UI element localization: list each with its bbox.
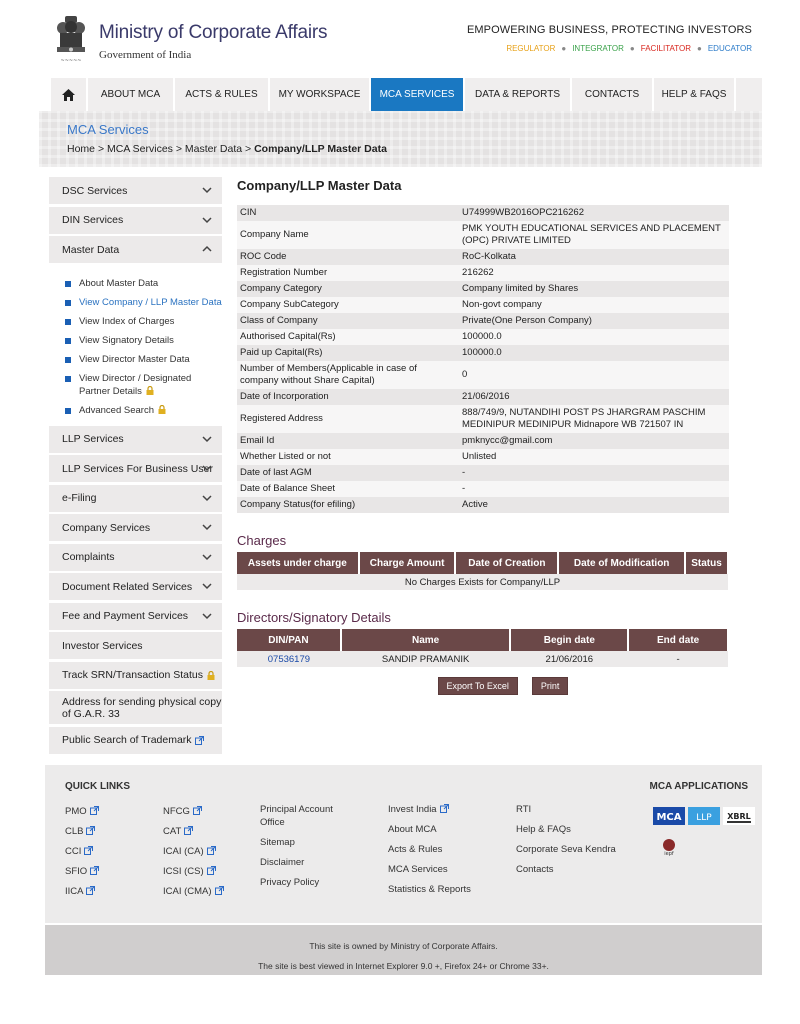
sidebar-view-director-master-data[interactable]: [49, 350, 222, 369]
breadcrumb-separator: >: [97, 143, 107, 155]
field-value: Non-govt company: [459, 297, 729, 313]
footer-link[interactable]: [388, 863, 471, 876]
bullet-icon: [65, 408, 71, 414]
table-row: [237, 313, 729, 329]
chevron-down-icon: [202, 215, 212, 225]
din-link[interactable]: 07536179: [237, 651, 341, 667]
breadcrumb-separator: >: [175, 143, 185, 155]
footer-link[interactable]: [516, 823, 616, 836]
sidebar-din-services[interactable]: [49, 207, 222, 234]
footer-link-label: Privacy Policy: [260, 877, 320, 888]
footer-link[interactable]: [388, 843, 471, 856]
mca-app-icons: [653, 807, 762, 869]
field-label: Company Status(for efiling): [237, 497, 459, 513]
footer-link-label: About MCA: [388, 824, 437, 835]
field-value: 216262: [459, 265, 729, 281]
external-link-icon: [207, 846, 216, 855]
directors-header: End date: [628, 629, 728, 651]
table-row: [237, 465, 729, 481]
breadcrumb-mca-services[interactable]: MCA Services: [107, 143, 173, 155]
footer-link-label: RTI: [516, 804, 532, 815]
llp-app-icon[interactable]: [688, 807, 720, 825]
chevron-down-icon: [202, 493, 212, 503]
directors-title: Directors/Signatory Details: [237, 610, 391, 625]
role-list: [506, 44, 752, 53]
sidebar-item-text: [79, 372, 222, 398]
main-nav: [51, 78, 762, 111]
bullet-icon: [65, 281, 71, 287]
external-link-icon: [215, 886, 224, 895]
sidebar-item-label: View Signatory Details: [79, 334, 174, 346]
footer-link[interactable]: [65, 825, 99, 838]
bullet-icon: [65, 357, 71, 363]
main-content: [237, 178, 729, 695]
print-button[interactable]: Print: [532, 677, 569, 695]
field-label: Company Name: [237, 221, 459, 249]
directors-header: Name: [341, 629, 511, 651]
sidebar-company-services[interactable]: [49, 514, 222, 541]
table-row: [237, 297, 729, 313]
external-link-icon: [86, 886, 95, 895]
table-row: [237, 433, 729, 449]
role-integrator: INTEGRATOR: [572, 44, 624, 53]
field-label: Registration Number: [237, 265, 459, 281]
sidebar-group-label: Complaints: [62, 551, 115, 563]
footer-col-5: [516, 803, 616, 883]
nav-contacts[interactable]: CONTACTS: [572, 78, 654, 111]
footer-link-label: NFCG: [163, 806, 190, 817]
sidebar-group-label: Master Data: [62, 243, 120, 256]
sidebar: [49, 177, 222, 756]
footer-link[interactable]: [516, 843, 616, 856]
sidebar-master-data[interactable]: [49, 236, 222, 263]
sidebar-group-label: DSC Services: [62, 184, 128, 197]
chevron-down-icon: [202, 434, 212, 444]
lock-icon: [207, 671, 215, 680]
sidebar-item-label: View Company / LLP Master Data: [79, 296, 222, 308]
bullet-icon: [65, 319, 71, 325]
table-row: [237, 481, 729, 497]
footer-link[interactable]: [65, 865, 99, 878]
sidebar-document-services[interactable]: [49, 573, 222, 600]
field-value: Active: [459, 497, 729, 513]
national-emblem-icon: [51, 14, 91, 66]
field-label: Date of Balance Sheet: [237, 481, 459, 497]
directors-header: Begin date: [510, 629, 628, 651]
sidebar-item-label: View Index of Charges: [79, 315, 175, 327]
director-end-date: -: [628, 651, 728, 667]
nav-my-workspace[interactable]: MY WORKSPACE: [270, 78, 371, 111]
sidebar-view-signatory-details[interactable]: [49, 331, 222, 350]
sidebar-group-label: Document Related Services: [62, 580, 193, 593]
sidebar-trademark-search[interactable]: [49, 727, 222, 754]
external-link-icon: [184, 826, 193, 835]
breadcrumb-separator: >: [245, 143, 255, 155]
role-regulator: REGULATOR: [506, 44, 556, 53]
sidebar-gar-33[interactable]: [49, 691, 222, 724]
iepf-app-label: iepf: [664, 851, 674, 856]
charges-header: Date of Creation: [455, 552, 558, 574]
footer-link-label: ICSI (CS): [163, 866, 204, 877]
external-link-icon: [90, 866, 99, 875]
footer-link-label: Invest India: [388, 804, 437, 815]
xbrl-app-label: XBRL: [726, 812, 751, 821]
table-row: [237, 265, 729, 281]
sidebar-llp-business-user[interactable]: [49, 455, 222, 482]
footer-link-label: Acts & Rules: [388, 844, 443, 855]
export-excel-button[interactable]: Export To Excel: [438, 677, 518, 695]
table-row: [237, 205, 729, 221]
footer-link[interactable]: [388, 823, 471, 836]
sidebar-group-label: LLP Services: [62, 433, 124, 445]
bullet-icon: [65, 338, 71, 344]
svg-text:~~~~~: ~~~~~: [60, 58, 82, 64]
breadcrumb-master-data[interactable]: Master Data: [184, 143, 243, 155]
sidebar-about-master-data[interactable]: [49, 274, 222, 293]
field-value: pmknycc@gmail.com: [459, 433, 729, 449]
chevron-down-icon: [202, 581, 212, 591]
footer-col-4: [388, 803, 471, 903]
footer-col-3: [260, 803, 360, 896]
bullet-icon: [65, 376, 71, 382]
chevron-down-icon: [202, 522, 212, 532]
field-value: 100000.0: [459, 345, 729, 361]
field-label: Whether Listed or not: [237, 449, 459, 465]
company-master-table: [237, 205, 729, 513]
field-value: U74999WB2016OPC216262: [459, 205, 729, 221]
footer-link[interactable]: [163, 865, 224, 878]
field-label: Class of Company: [237, 313, 459, 329]
table-row: [237, 405, 729, 433]
footer-link-label: Contacts: [516, 864, 554, 875]
breadcrumb: [67, 143, 387, 155]
nav-data-reports[interactable]: DATA & REPORTS: [465, 78, 572, 111]
sidebar-group-label: Track SRN/Transaction Status: [62, 669, 204, 681]
field-value: -: [459, 481, 729, 497]
separator-dot: ●: [561, 44, 567, 53]
nav-mca-services[interactable]: MCA SERVICES: [371, 78, 465, 111]
llp-app-label: LLP: [696, 813, 712, 823]
external-link-icon: [440, 804, 449, 813]
field-label: Email Id: [237, 433, 459, 449]
nav-about-mca[interactable]: ABOUT MCA: [88, 78, 175, 111]
charges-table: [237, 552, 729, 590]
nav-acts-rules[interactable]: ACTS & RULES: [175, 78, 270, 111]
footer-link[interactable]: [163, 805, 224, 818]
directors-table: [237, 629, 729, 667]
field-value: Private(One Person Company): [459, 313, 729, 329]
separator-dot: ●: [697, 44, 702, 53]
table-row: [237, 221, 729, 249]
table-row: [237, 497, 729, 513]
page: [39, 0, 762, 1024]
footer-link-label: CLB: [65, 826, 84, 837]
director-begin-date: 21/06/2016: [510, 651, 628, 667]
table-row: [237, 281, 729, 297]
sidebar-advanced-search[interactable]: [49, 401, 222, 420]
sidebar-item-label: View Director / Designated Partner Details: [79, 372, 192, 397]
field-value: Unlisted: [459, 449, 729, 465]
external-link-icon: [195, 736, 204, 745]
page-banner: [39, 111, 762, 167]
field-label: ROC Code: [237, 249, 459, 265]
mca-app-icon[interactable]: [653, 807, 685, 825]
iepf-app-icon[interactable]: [653, 838, 685, 856]
field-value: Company limited by Shares: [459, 281, 729, 297]
charges-header: Status: [685, 552, 728, 574]
footer-bottom: [45, 925, 762, 975]
field-value: -: [459, 465, 729, 481]
footer-link[interactable]: [65, 805, 99, 818]
footer-link-label: Corporate Seva Kendra: [516, 844, 616, 855]
footer-link-label: CAT: [163, 826, 182, 837]
table-row: [237, 449, 729, 465]
footer-link[interactable]: [388, 803, 471, 816]
breadcrumb-current: Company/LLP Master Data: [254, 143, 387, 155]
role-educator: EDUCATOR: [707, 44, 752, 53]
footer-link[interactable]: [516, 863, 616, 876]
sidebar-group-label: Company Services: [62, 521, 151, 534]
separator-dot: ●: [629, 44, 635, 53]
field-label: Paid up Capital(Rs): [237, 345, 459, 361]
footer-link[interactable]: [260, 803, 360, 829]
footer-link[interactable]: [163, 825, 224, 838]
charges-empty-message: No Charges Exists for Company/LLP: [237, 574, 728, 590]
sidebar-group-label: e-Filing: [62, 492, 97, 504]
chevron-up-icon: [202, 244, 212, 254]
sidebar-item-label: View Director Master Data: [79, 353, 190, 365]
site-header: [39, 0, 762, 76]
owned-by-text: This site is owned by Ministry of Corporate Affairs.: [309, 941, 498, 951]
footer-link-label: SFIO: [65, 866, 88, 877]
sidebar-group-label: Public Search of Trademark: [62, 734, 192, 746]
charges-header: Assets under charge: [237, 552, 359, 574]
footer-link[interactable]: [65, 845, 99, 858]
footer-link[interactable]: [260, 836, 360, 849]
xbrl-app-icon[interactable]: [723, 807, 755, 825]
footer-link-label: IICA: [65, 886, 84, 897]
sidebar-item-label: About Master Data: [79, 277, 159, 289]
table-row: [237, 651, 728, 667]
lock-icon: [158, 405, 166, 414]
footer-link[interactable]: [260, 876, 360, 889]
footer-link-label: Disclaimer: [260, 857, 305, 868]
footer-link-label: CCI: [65, 846, 82, 857]
footer-col-2: [163, 805, 224, 905]
footer-link-label: Principal Account Office: [260, 804, 333, 828]
footer-link-label: ICAI (CMA): [163, 886, 212, 897]
sidebar-llp-services[interactable]: [49, 426, 222, 453]
table-row: [237, 389, 729, 405]
sidebar-view-director-partner[interactable]: [49, 369, 222, 401]
sidebar-track-srn[interactable]: [49, 662, 222, 689]
sidebar-group-label: Address for sending physical copy of G.A.R. 33: [62, 695, 222, 720]
bullet-icon: [65, 300, 71, 306]
footer-link[interactable]: [260, 856, 360, 869]
sidebar-complaints[interactable]: [49, 544, 222, 571]
footer-link-label: MCA Services: [388, 864, 448, 875]
directors-header: DIN/PAN: [237, 629, 341, 651]
field-label: Registered Address: [237, 405, 459, 433]
site-title[interactable]: Ministry of Corporate Affairs: [99, 22, 328, 43]
table-row: [237, 329, 729, 345]
sidebar-group-label: Investor Services: [62, 639, 143, 652]
footer-link[interactable]: [163, 885, 224, 898]
field-value: PMK YOUTH EDUCATIONAL SERVICES AND PLACEMENT (OPC) PRIVATE LIMITED: [459, 221, 729, 249]
sidebar-group-label: Fee and Payment Services: [62, 610, 189, 622]
page-title: Company/LLP Master Data: [237, 178, 402, 193]
chevron-down-icon: [202, 185, 212, 195]
field-value: 0: [459, 361, 729, 389]
sidebar-dsc-services[interactable]: [49, 177, 222, 204]
sidebar-item-text: [79, 404, 166, 417]
banner-title: MCA Services: [67, 122, 149, 137]
footer-link[interactable]: [388, 883, 471, 896]
sidebar-e-filing[interactable]: [49, 485, 222, 512]
sidebar-group-label: LLP Services For Business User: [62, 462, 213, 475]
field-label: Company Category: [237, 281, 459, 297]
footer-link-label: Sitemap: [260, 837, 295, 848]
tagline: EMPOWERING BUSINESS, PROTECTING INVESTORS: [466, 24, 752, 36]
field-value: 100000.0: [459, 329, 729, 345]
footer-link-label: ICAI (CA): [163, 846, 204, 857]
sidebar-fee-payment[interactable]: [49, 603, 222, 630]
external-link-icon: [193, 806, 202, 815]
external-link-icon: [90, 806, 99, 815]
footer-link-label: Statistics & Reports: [388, 884, 471, 895]
field-label: Date of Incorporation: [237, 389, 459, 405]
footer-link[interactable]: [516, 803, 616, 816]
charges-header: Date of Modification: [558, 552, 685, 574]
best-viewed-text: The site is best viewed in Internet Explorer 9.0 +, Firefox 24+ or Chrome 33+.: [258, 961, 549, 971]
action-buttons: [237, 677, 729, 695]
sidebar-view-company-llp[interactable]: [49, 293, 222, 312]
quick-links-title: QUICK LINKS: [65, 781, 130, 792]
footer-link-label: Help & FAQs: [516, 824, 571, 835]
mca-applications-title: MCA APPLICATIONS: [649, 781, 748, 792]
footer-link-label: PMO: [65, 806, 87, 817]
chevron-down-icon: [202, 611, 212, 621]
field-value: RoC-Kolkata: [459, 249, 729, 265]
director-name: SANDIP PRAMANIK: [341, 651, 511, 667]
external-link-icon: [86, 826, 95, 835]
chevron-down-icon: [202, 463, 212, 473]
charges-header: Charge Amount: [359, 552, 456, 574]
chevron-down-icon: [202, 552, 212, 562]
field-label: Date of last AGM: [237, 465, 459, 481]
site-subtitle: Government of India: [99, 49, 192, 61]
field-value: 888/749/9, NUTANDIHI POST PS JHARGRAM PASCHIM MEDINIPUR MEDINIPUR Midnapore WB 721507 IN: [459, 405, 729, 433]
nav-help-faqs[interactable]: HELP & FAQS: [654, 78, 736, 111]
footer-link[interactable]: [163, 845, 224, 858]
field-label: Authorised Capital(Rs): [237, 329, 459, 345]
table-row: [237, 345, 729, 361]
role-facilitator: FACILITATOR: [640, 44, 691, 53]
home-icon: [62, 89, 75, 101]
master-data-submenu: [49, 266, 222, 426]
footer-link[interactable]: [65, 885, 99, 898]
mca-app-label: MCA: [656, 812, 682, 823]
sidebar-view-index-of-charges[interactable]: [49, 312, 222, 331]
field-label: Number of Members(Applicable in case of company without Share Capital): [237, 361, 459, 389]
external-link-icon: [84, 846, 93, 855]
field-label: Company SubCategory: [237, 297, 459, 313]
sidebar-investor-services[interactable]: [49, 632, 222, 659]
external-link-icon: [207, 866, 216, 875]
field-value: 21/06/2016: [459, 389, 729, 405]
nav-home[interactable]: [51, 78, 88, 111]
table-row: [237, 361, 729, 389]
table-row: [237, 249, 729, 265]
sidebar-group-label: DIN Services: [62, 214, 124, 226]
lock-icon: [146, 386, 154, 395]
footer: [45, 765, 762, 923]
charges-title: Charges: [237, 533, 287, 548]
footer-col-1: [65, 805, 99, 905]
field-label: CIN: [237, 205, 459, 221]
sidebar-item-label: Advanced Search: [79, 404, 154, 416]
breadcrumb-home[interactable]: Home: [67, 143, 96, 155]
